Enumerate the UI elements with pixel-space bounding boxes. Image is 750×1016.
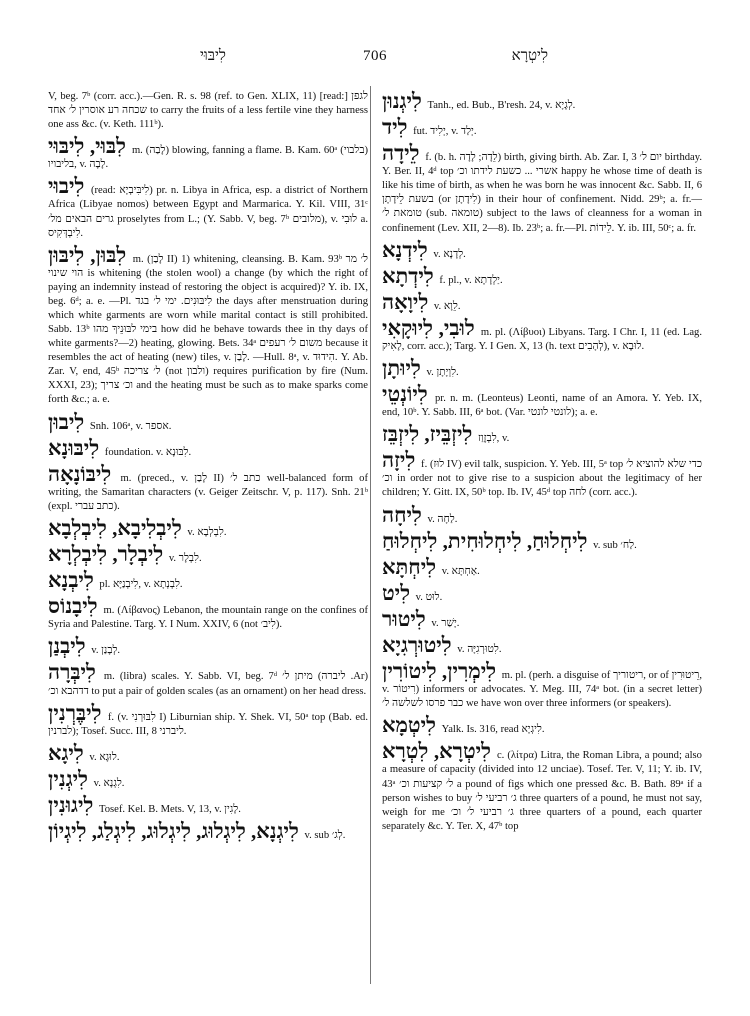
dictionary-entry — [48, 702, 368, 739]
dictionary-entry — [48, 244, 368, 408]
dictionary-entry — [48, 569, 368, 592]
entry-headword: לִיגוּנִין — [48, 792, 94, 817]
entry-definition: f. (b. h. לֵדָה; לָדָה) birth, giving birth. Ab. Zar. I, 3 יום ל׳ birthday. Y. Ber. II, 4ᵈ top אשרי ... כשעת לידתו וכ׳ happy he whose time of death is like his time of birth, as when he was born he was innocent &c. Sabb. II, 6 בשעת לֵידָתָן (or לִידָתָן) in their hour of confinement. Nidd. 29ᵇ; a. fr.—טומאת ל׳ (sub. טומאה) subject to the laws of cleanness for a woman in confinement (Lev. XII, 2—8). Ib. 23ᵇ; a. fr.—Pl. לֵידוֹת. Y. ib. III, 50ᶜ; a. fr. — [382, 152, 703, 234]
entry-definition: לִבְזֶוַז, v. — [477, 433, 510, 445]
entry-definition: Snh. 106ᵃ, v. אספר. — [89, 420, 172, 432]
dictionary-entry — [382, 90, 702, 113]
dictionary-entry — [382, 634, 702, 657]
entry-definition: m. (Λίβανος) Lebanon, the mountain range on the confines of Syria and Palestine. Targ. Y. I Num. XXIV, 6 (not לִיב׳). — [48, 605, 368, 631]
dictionary-entry — [382, 142, 702, 235]
dictionary-entry — [48, 742, 368, 765]
entry-definition: v. אַחְתָּא. — [441, 565, 480, 577]
entry-definition: m. pl. (Λίβυοι) Libyans. Targ. I Chr. I, 11 (ed. Lag. לָאִיק, corr. acc.); Targ. Y. I Gen. X, 13 (h. text לְהָבִים), v. לוּבָא. — [382, 326, 702, 352]
entry-definition: f. pl., v. יַלְדָתָא. — [439, 274, 503, 286]
entry-definition: m. (libra) scales. Y. Sabb. VI, beg. 7ᵈ מיתן ל׳ (ליברה .Ar) דדהבא וכ׳ to put a pair of golden scales (as an ornament) on her head dress. — [48, 671, 368, 697]
dictionary-entry — [382, 357, 702, 380]
entry-definition: f. (לוּז IV) evil talk, suspicion. Y. Yeb. III, 5ᵃ top כדי שלא להוציא ל׳ וכ׳ in order not to give rise to a suspicion about the legitimacy of her children; Y. Gitt. IX, 50ᵇ top. Ib. IV, 45ᵈ top לחה (corr. acc.). — [382, 459, 703, 499]
entry-definition: Tosef. Kel. B. Mets. V, 13, v. לָגִין. — [98, 803, 241, 815]
entry-headword: לִיגְנוּן — [382, 89, 422, 113]
entry-headword: לִידְנָא — [382, 237, 428, 262]
entry-headword: לִיוּתָן — [382, 356, 421, 381]
dictionary-entry — [382, 714, 702, 737]
dictionary-entry — [48, 411, 368, 434]
entry-definition: v. לִטוּרְגִיָּה. — [457, 643, 502, 655]
entry-headword: לִיגְנָא, לִיגְלוּג, לִיגְלוּג, לִיגְלַג, לִיגְיוֹן — [48, 818, 299, 843]
entry-definition: m. pl. (perh. a disguise of ריטוריך, or of רֵיטוּרִין, v. רִיטוֹר) informers or advocates. Y. Meg. III, 74ᵃ bot. (in a secret letter) כבר פרסו לשלשה ל׳ we have won over three informers (or speakers). — [382, 670, 703, 710]
entry-definition: v. לוּט. — [415, 591, 443, 603]
entry-headword: לִיט — [382, 580, 411, 605]
entry-definition: v. לִבְלָר. — [168, 553, 202, 565]
entry-definition: (read: לִיבִּיבְיָא) pr. n. Libya in Africa, esp. a district of Northern Africa (Libyae nomos) between Egypt and Marmarica. Y. Kil. VIII, 31ᶜ גרים הבאים מל׳ proselytes from L.; (Y. Sabb. V, beg. 7ᵇ מלובים), v. לוּבִי a. לִיבְדְּקִיס. — [48, 185, 368, 239]
dictionary-entry — [382, 265, 702, 288]
dictionary-entry — [382, 660, 702, 711]
entry-headword: לוּבִי, לִיוּקָאִי — [382, 315, 475, 340]
entry-headword: לִבּוּי, לִיבּוּי — [48, 134, 126, 159]
dictionary-entry — [48, 820, 368, 843]
entry-definition: v. לִוְיָתָן. — [426, 367, 459, 379]
entry-definition: Tanh., ed. Bub., B'resh. 24, v. לְגָיָא. — [427, 100, 576, 111]
entry-definition: v. sub לַח׳. — [593, 539, 637, 551]
dictionary-entry — [382, 291, 702, 314]
entry-headword: לִיד — [382, 115, 408, 140]
entry-headword: לִידְתָא — [382, 263, 434, 288]
dictionary-entry — [48, 517, 368, 540]
entry-headword: לִיבוּן — [48, 409, 85, 434]
left-column — [48, 90, 368, 846]
entry-headword: לִיזָה — [382, 448, 416, 473]
entry-definition: v. לֵוָא. — [433, 300, 461, 312]
entry-definition: pr. n. m. (Leonteus) Leonti, name of an Amora. Y. Yeb. IX, end, 10ᵇ. Y. Sabb. III, 6ᵃ bot. (Var. לונטי לונטי); a. e. — [382, 393, 703, 419]
dictionary-entry — [48, 768, 368, 791]
dictionary-entry — [382, 317, 702, 354]
entry-headword: לִיבּוּנָא — [48, 435, 100, 460]
dictionary-entry — [382, 449, 702, 500]
entry-definition: m. (preced., v. לָבַן II) כתב ל׳ well-balanced form of writing, the Samaritan characters (v. Geiger Zeitschr. V, p. 117). Snh. 21ᵇ (expl. כתב עברי). — [48, 472, 368, 512]
entry-definition: v. לִבְלְבָא. — [187, 526, 227, 538]
entry-definition: v. לַחָה. — [427, 513, 458, 525]
entry-definition: c. (λίτρα) Litra, the Roman Libra, a pound; also a measure of capacity (divided into 12 unciae). Tosef. Ter. V, 11; Y. ib. IV, 43ᵃ ל׳ קציעות וכ׳ a pound of figs which one pressed &c. B. Bath. 89ᵃ if a person wishes to buy ג׳ רביעי ל׳ three quarters of a pound, he must not say, weigh for me ג׳ רביעי ל׳ וכ׳ three quarters of a pound, each quarter separately &c. Y. Ter. X, 47ᵇ top — [382, 750, 702, 832]
entry-headword: לִיטְמָא — [382, 713, 436, 738]
entry-headword: לִיחְתָּא — [382, 554, 437, 579]
dictionary-entry — [48, 635, 368, 658]
dictionary-entry — [48, 175, 368, 240]
entry-headword: לִיבּוֹנָאָה — [48, 461, 112, 486]
dictionary-entry — [48, 437, 368, 460]
entry-headword: לִיטוּרְגִיָא — [382, 632, 452, 657]
dictionary-entry — [382, 556, 702, 579]
dictionary-entry — [382, 582, 702, 605]
entry-headword: לִיבְנַן — [48, 634, 86, 659]
running-head-right: לִיטְרָא — [511, 48, 548, 64]
entry-headword: לִיוָאָה — [382, 289, 429, 314]
dictionary-entry — [382, 530, 702, 553]
entry-headword: לִיזְבֵּיז, לִיזְבֵּז — [382, 422, 473, 447]
dictionary-entry — [48, 661, 368, 698]
column-divider — [370, 86, 371, 984]
dictionary-entry — [48, 543, 368, 566]
dictionary-entry — [382, 608, 702, 631]
entry-headword: לִבּוּן, לִיבּוּן — [48, 242, 127, 267]
dictionary-entry — [48, 595, 368, 632]
dictionary-entry — [382, 116, 702, 139]
dictionary-entry — [48, 135, 368, 172]
dictionary-entry — [382, 239, 702, 262]
entry-headword: לִיוֹנְטֵי — [382, 382, 428, 407]
dictionary-entry — [48, 463, 368, 514]
dictionary-entry — [48, 794, 368, 817]
entry-definition: foundation. v. לִבּוּנָא. — [104, 446, 192, 458]
entry-headword: לִיחָה — [382, 502, 422, 527]
entry-definition: m. (לָבַן II) 1) whitening, cleansing. B. Kam. 93ᵇ ל׳ מר הוי שינוי is whitening (the stolen wool) a change (by which the right of paying an indemnity instead of restoring the object is acquired)? Y. ib. IX, beg. 6ᵈ; a. e. —Pl. לִיבּוּנִים. ימי ל׳ בגד the days after menstruation during which white garments are worn while marital contact is still prohibited. Sabb. 13ᵇ בימי לבּוּנֵיךְ מהו how did he behave towards thee in thy days of white garments?—2) heating, glowing. Bets. 34ᵃ משום ל׳ רעפים because it resembles the act of heating (new) tiles, v. לָבַן. —Hull. 8ᵃ, v. הִידוּד. Y. Ab. Zar. V, end, 45ᵇ ל׳ צריכה (not ולבון) requires purification by fire (Num. XXXI, 23); וכ׳ צריך and the heating must be such as to make sparks come forth &c.; a. e. — [48, 253, 369, 406]
page-number: 706 — [363, 48, 387, 64]
entry-headword: לִיגְנִין — [48, 766, 88, 791]
entry-headword: לֵידָה — [382, 141, 420, 166]
entry-definition: v. sub לְג׳. — [304, 829, 346, 841]
entry-definition: f. (v. לִבּוּרְנִי I) Liburnian ship. Y. Shek. VI, 50ᵃ top (Bab. ed. לברנין); Tosef. Succ. III, 8 ליברני. — [48, 711, 368, 737]
entry-definition: pl. לִיבְנַיָּא, v. לִבְנְתָא. — [99, 579, 183, 591]
entry-headword: לִיבְּרָה — [48, 660, 96, 685]
entry-headword: לִיבָנוֹס — [48, 594, 98, 619]
dictionary-entry — [382, 504, 702, 527]
entry-headword: לִיטוּר — [382, 606, 426, 631]
entry-headword: לִיחְלוּחַ, לִיחְלוּחִית, לִיחְלוּחַ — [382, 528, 588, 553]
entry-headword: לִימְרִין, לִיטוֹרִין — [382, 659, 497, 684]
entry-definition: v. לוּגָא. — [89, 751, 120, 763]
entry-headword: לִיטְרָא, לִטְרָא — [382, 739, 491, 764]
entry-headword: לִיבְלָר, לִיבְלְרָא — [48, 542, 164, 567]
entry-definition: Yalk. Is. 316, read לִיגְיָא. — [441, 724, 545, 736]
dictionary-entry — [382, 423, 702, 446]
entry-headword: לִיבוּי — [48, 174, 85, 199]
entry-definition: v. לִגְנָא. — [93, 777, 125, 789]
dictionary-entry — [382, 383, 702, 420]
entry-definition: fut. יְלִיד, v. יְלַד. — [413, 126, 477, 138]
entry-headword: לִיבְלִיבָא, לִיבְלְבָא — [48, 515, 182, 540]
entry-headword: לִיבֶּרְנִין — [48, 700, 102, 725]
entry-headword: לִיבְנָא — [48, 568, 94, 593]
entry-definition: v. לְבָנַן. — [91, 645, 121, 657]
entry-headword: לִיגָא — [48, 740, 84, 765]
running-head-left: לִיבּוּי — [200, 48, 226, 64]
entry-definition: m. (לָבַה) blowing, fanning a flame. B. Kam. 60ᵃ (בלבוי) בליבויו, v. לָבָה. — [48, 145, 368, 171]
entry-definition: v. לְדָנָא. — [433, 248, 466, 260]
page-header — [52, 48, 698, 74]
entry-definition: V, beg. 7ᵇ (corr. acc.).—Gen. R. s. 98 (ref. to Gen. XLIX, 11) [read:] לגפן שכחה רע אוסרין ל׳ אחד to carry the fruits of a less fertile vine they harness one ass &c. (v. Keth. 111ᵇ). — [48, 91, 369, 131]
right-column — [382, 90, 702, 837]
dictionary-entry — [382, 740, 702, 833]
entry-definition: v. יָשַׁר. — [431, 617, 460, 629]
dictionary-entry — [48, 90, 368, 132]
